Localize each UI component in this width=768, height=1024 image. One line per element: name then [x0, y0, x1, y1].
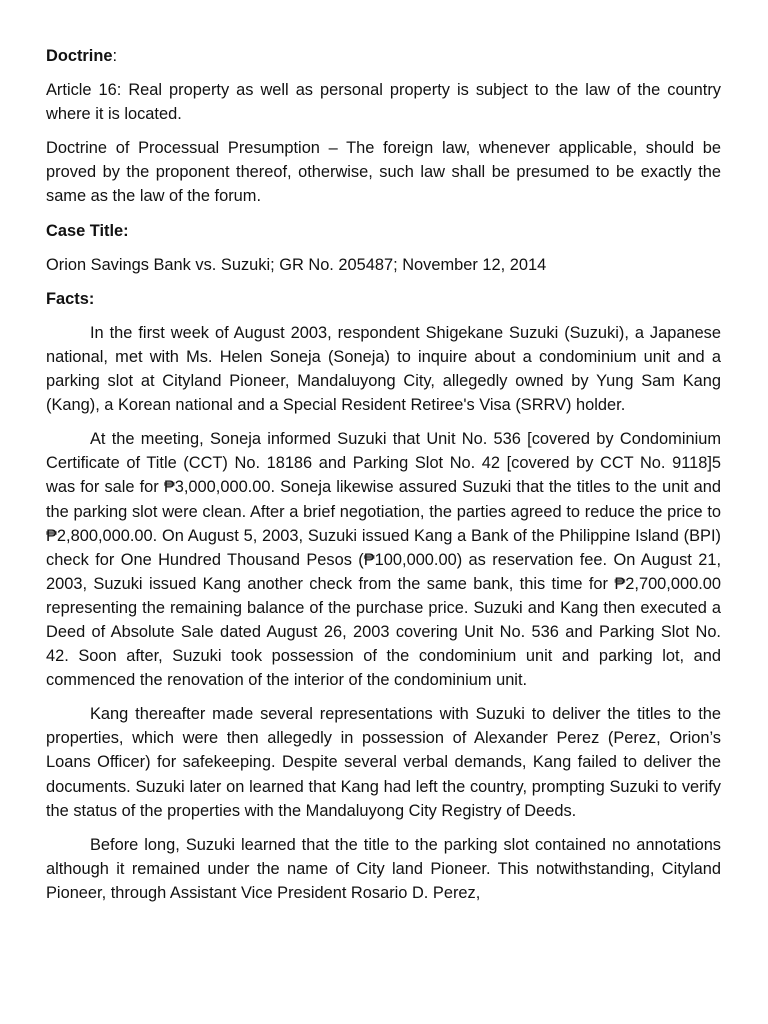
doctrine-heading-colon: : [112, 47, 118, 65]
facts-heading: Facts: [46, 289, 95, 308]
facts-paragraph-2: At the meeting, Soneja informed Suzuki that Unit No. 536 [covered by Condominium Certificate of Title (CCT) No. 18186 and Parking Slot No. 42 [covered by CCT No. 9118]5 was for sale for ₱3,000,000.00. Soneja likewise assured Suzuki that the titles to the unit and the parking slot were clean. After a brief negotiation, the parties agreed to reduce the price to ₱2,800,000.00. On August 5, 2003, Suzuki issued Kang a Bank of the Philippine Island (BPI) check for One Hundred Thousand Pesos (₱100,000.00) as reservation fee. On August 21, 2003, Suzuki issued Kang another check from the same bank, this time for ₱2,700,000.00 representing the remaining balance of the purchase price. Suzuki and Kang then executed a Deed of Absolute Sale dated August 26, 2003 covering Unit No. 536 and Parking Slot No. 42. Soon after, Suzuki took possession of the condominium unit and parking lot, and commenced the renovation of the interior of the condominium unit. [46, 430, 721, 690]
article-16-paragraph: Article 16: Real property as well as personal property is subject to the law of the country where it is located. [46, 81, 721, 124]
document-page [46, 44, 721, 915]
facts-paragraph-3: Kang thereafter made several representations with Suzuki to deliver the titles to the properties, which were then allegedly in possession of Alexander Perez (Perez, Orion’s Loans Officer) for safekeeping. Despite several verbal demands, Kang failed to deliver the documents. Suzuki later on learned that Kang had left the country, prompting Suzuki to verify the status of the properties with the Mandaluyong City Registry of Deeds. [46, 705, 721, 820]
case-title-heading: Case Title: [46, 221, 129, 240]
facts-paragraph-4: Before long, Suzuki learned that the title to the parking slot contained no annotations although it remained under the name of City land Pioneer. This notwithstanding, Cityland Pioneer, through Assistant Vice President Rosario D. Perez, [46, 835, 721, 902]
doctrine-heading-text: Doctrine [46, 47, 113, 65]
processual-presumption-paragraph: Doctrine of Processual Presumption – The foreign law, whenever applicable, should be proved by the proponent thereof, otherwise, such law shall be presumed to be exactly the same as the law of the forum. [46, 139, 721, 206]
doctrine-heading [46, 44, 721, 68]
facts-paragraph-1: In the first week of August 2003, respondent Shigekane Suzuki (Suzuki), a Japanese national, met with Ms. Helen Soneja (Soneja) to inquire about a condominium unit and a parking slot at Cityland Pioneer, Mandaluyong City, allegedly owned by Yung Sam Kang (Kang), a Korean national and a Special Resident Retiree's Visa (SRRV) holder. [46, 323, 721, 415]
case-title-value: Orion Savings Bank vs. Suzuki; GR No. 205487; November 12, 2014 [46, 255, 547, 274]
